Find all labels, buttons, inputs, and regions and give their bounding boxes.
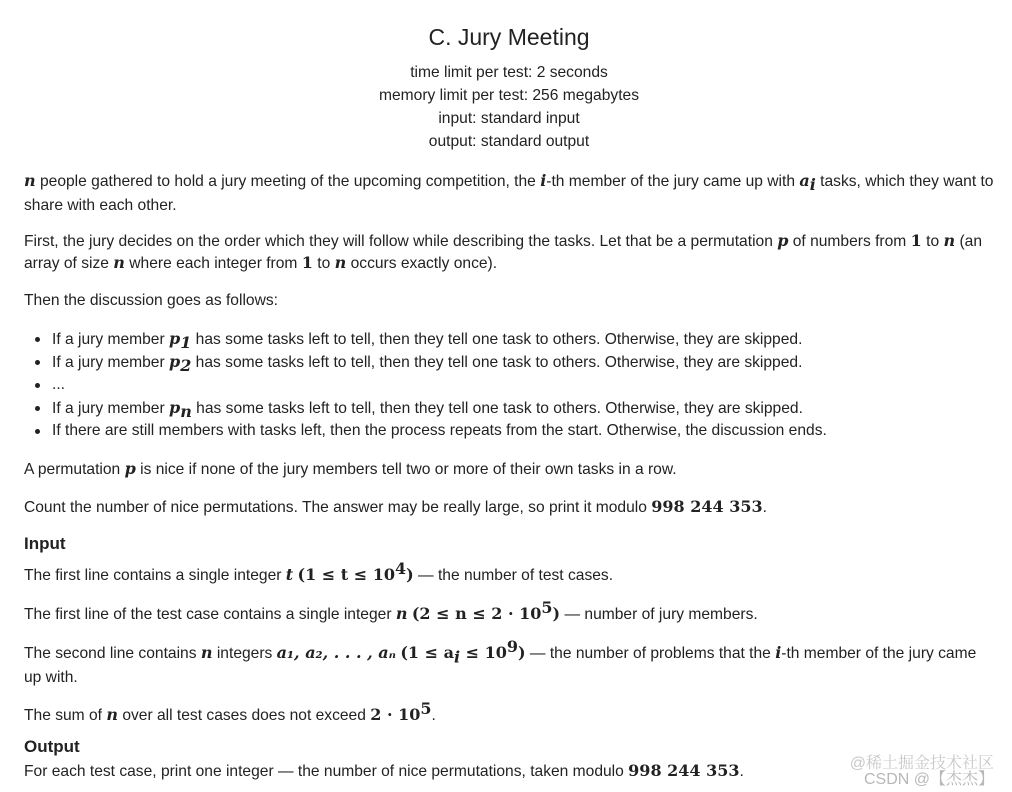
list-item: If there are still members with tasks left, then the process repeats from the start. Otherwise, the discussion ends. <box>52 420 827 441</box>
input-file: input: standard input <box>438 110 580 127</box>
output-heading: Output <box>24 737 80 756</box>
watermark-csdn: CSDN @【杰杰】 <box>863 771 994 788</box>
statement-paragraph-5: Count the number of nice permutations. The answer may be really large, so print it modulo 998 244 353. <box>24 497 767 516</box>
bullet <box>35 337 40 342</box>
input-line-3: The second line contains n integers a₁, a₂, . . . , aₙ $(1 \le a_i \le 10^9)$ — the number of problems that the i-th member of the jury came up with. <box>24 637 977 687</box>
list-item: ... <box>52 374 65 395</box>
statement-paragraph-3: Then the discussion goes as follows: <box>24 292 278 309</box>
statement-paragraph-4: A permutation p is nice if none of the jury members tell two or more of their own tasks in a row. <box>24 459 677 478</box>
statement-paragraph-2: First, the jury decides on the order which they will follow while describing the tasks. Let that be a permutation p of numbers from 1 to n (an array of size n where each integer from 1 to n occurs exactly once). <box>24 231 982 272</box>
input-heading: Input <box>24 534 66 553</box>
input-line-4: The sum of n over all test cases does not exceed $2 \cdot 10^5$. <box>24 699 436 725</box>
problem-title: C. Jury Meeting <box>428 24 590 50</box>
bullet <box>35 406 40 411</box>
watermark-juejin: @稀土掘金技术社区 <box>849 755 994 772</box>
input-line-1: The first line contains a single integer t $(1 \le t \le 10^4)$ — the number of test cases. <box>24 559 614 585</box>
bullet <box>35 360 40 365</box>
bullet <box>35 383 40 388</box>
memory-limit: memory limit per test: 256 megabytes <box>379 87 639 104</box>
list-item: If a jury member $p_n$ has some tasks left to tell, then they tell one task to others. Otherwise, they are skipped. <box>52 397 803 422</box>
output-line-1: For each test case, print one integer — the number of nice permutations, taken modulo 998 244 353. <box>24 761 744 780</box>
list-item: If a jury member $p_1$ has some tasks left to tell, then they tell one task to others. Otherwise, they are skipped. <box>52 328 802 353</box>
time-limit: time limit per test: 2 seconds <box>410 64 608 81</box>
input-line-2: The first line of the test case contains a single integer n $(2 \le n \le 2 \cdot 10^5)$ — number of jury members. <box>24 598 758 624</box>
statement-paragraph-1: n people gathered to hold a jury meeting of the upcoming competition, the i-th member of the jury came up with $a_i$ tasks, which they want to share with each other. <box>24 171 994 215</box>
output-file: output: standard output <box>428 133 590 150</box>
bullet <box>35 429 40 434</box>
list-item: If a jury member $p_2$ has some tasks left to tell, then they tell one task to others. Otherwise, they are skipped. <box>52 351 802 376</box>
